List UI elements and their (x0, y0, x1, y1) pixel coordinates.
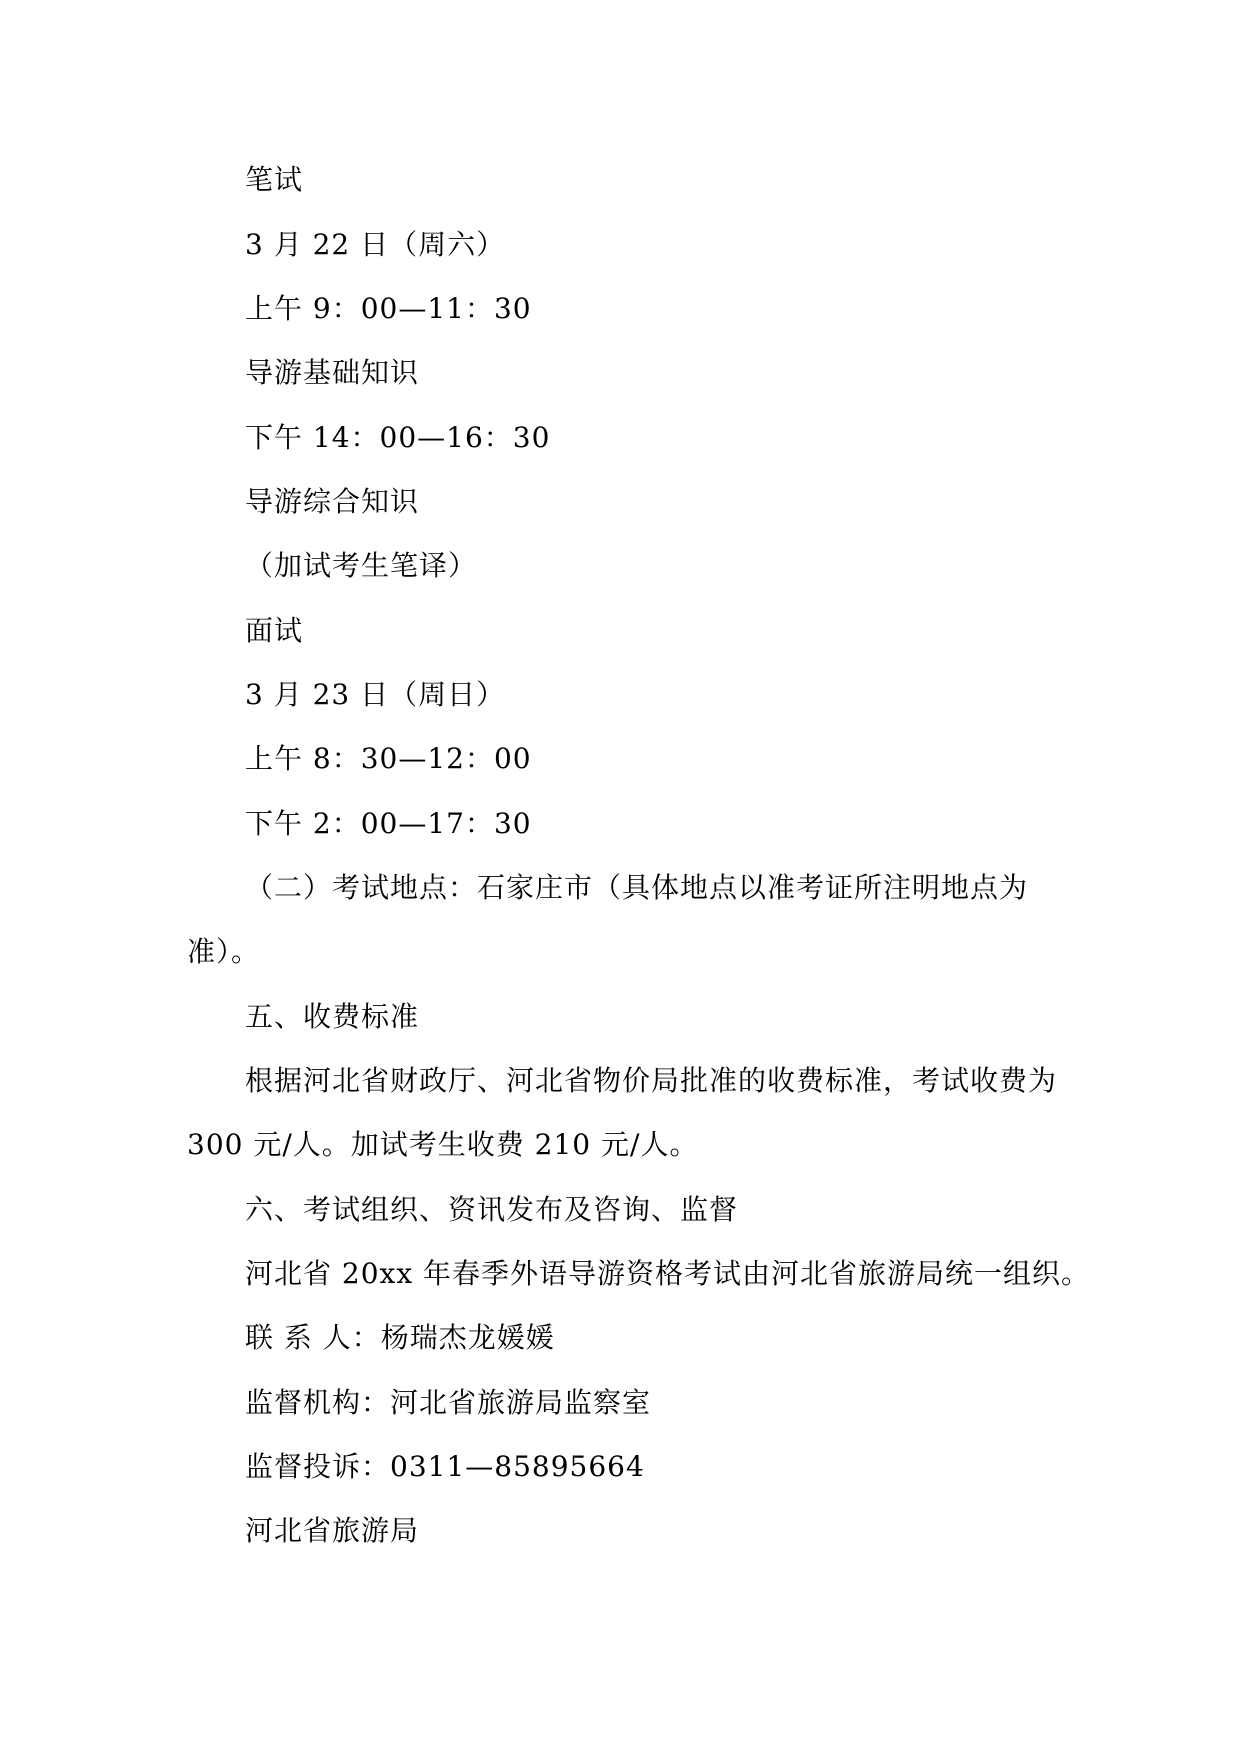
supervision-complaint-phone: 监督投诉：0311—85895664 (245, 1450, 645, 1483)
exam-location-continuation: 准）。 (187, 935, 261, 968)
afternoon-session-subject: 导游综合知识 (245, 485, 420, 518)
interview-date: 3 月 23 日（周日） (245, 678, 506, 711)
morning-session-subject: 导游基础知识 (245, 356, 420, 389)
exam-location-paragraph: （二）考试地点：石家庄市（具体地点以准考证所注明地点为 (245, 871, 1029, 904)
organization-section-heading: 六、考试组织、资讯发布及咨询、监督 (245, 1193, 739, 1226)
written-exam-heading: 笔试 (245, 163, 304, 196)
interview-heading: 面试 (245, 614, 304, 647)
contact-person: 联 系 人：杨瑞杰龙媛媛 (245, 1321, 555, 1354)
fee-paragraph-continuation: 300 元/人。加试考生收费 210 元/人。 (187, 1128, 699, 1161)
afternoon-session-time: 下午 14：00—16：30 (245, 421, 551, 454)
additional-exam-note: （加试考生笔译） (245, 549, 478, 582)
organization-paragraph: 河北省 20xx 年春季外语导游资格考试由河北省旅游局统一组织。 (245, 1257, 1091, 1290)
fee-paragraph: 根据河北省财政厅、河北省物价局批准的收费标准，考试收费为 (245, 1064, 1058, 1097)
written-exam-date: 3 月 22 日（周六） (245, 228, 506, 261)
interview-afternoon-time: 下午 2：00—17：30 (245, 807, 532, 840)
issuing-authority: 河北省旅游局 (245, 1514, 420, 1547)
morning-session-time: 上午 9：00—11：30 (245, 292, 532, 325)
interview-morning-time: 上午 8：30—12：00 (245, 742, 532, 775)
supervision-agency: 监督机构：河北省旅游局监察室 (245, 1386, 652, 1419)
fee-section-heading: 五、收费标准 (245, 1000, 420, 1033)
